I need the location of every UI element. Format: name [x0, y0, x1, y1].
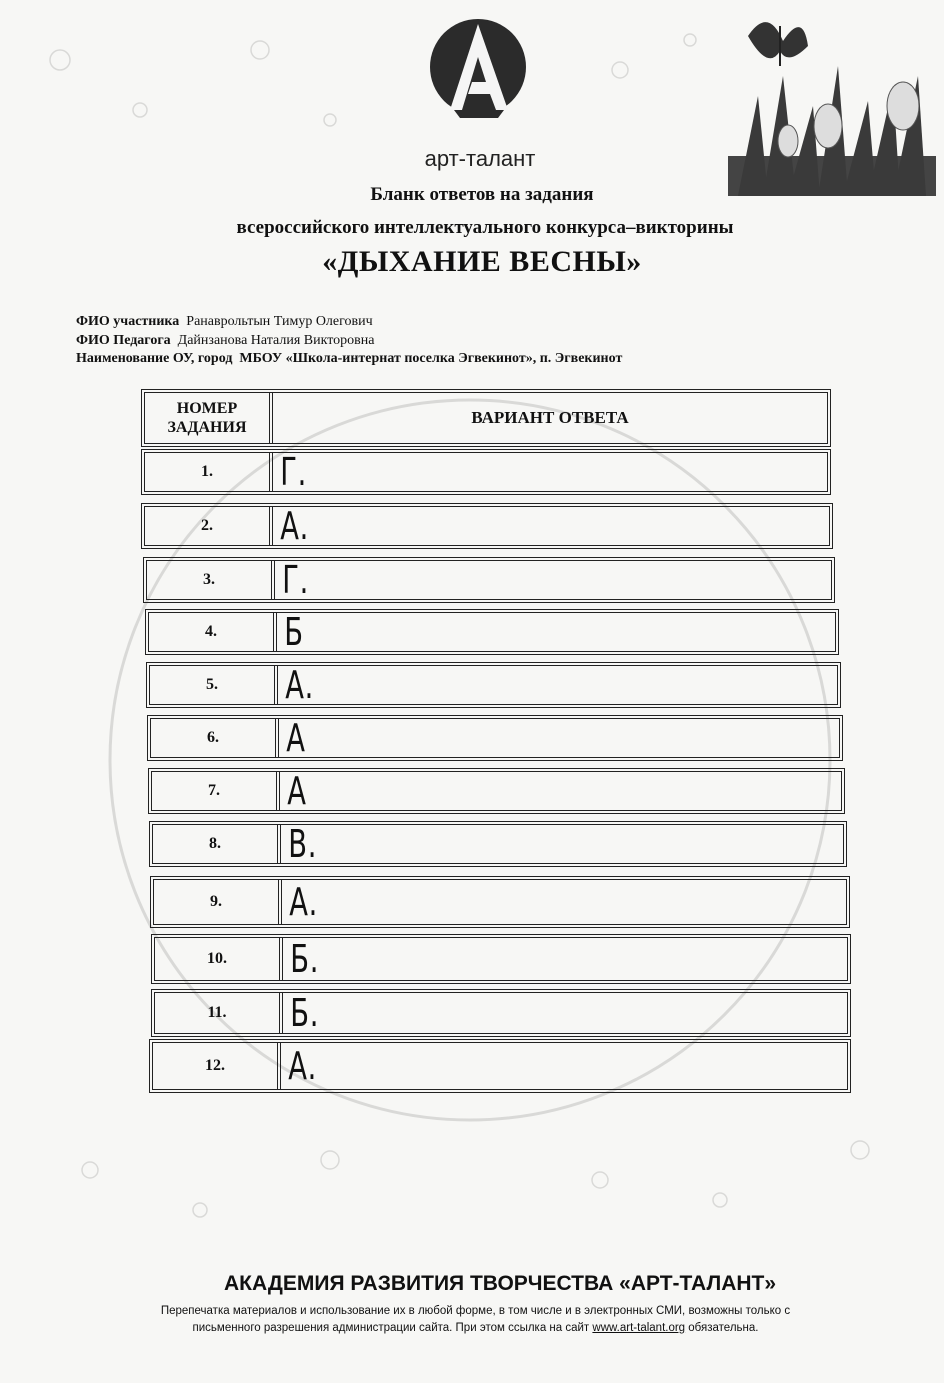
contest-subtitle: всероссийского интеллектуального конкурса–викторины [236, 217, 734, 238]
task-number: 6. [151, 719, 279, 757]
task-number: 9. [154, 880, 282, 924]
answer-cell[interactable]: Г. [282, 558, 310, 602]
school-line [76, 351, 622, 367]
answer-cell[interactable]: Б. [290, 991, 320, 1035]
school-label: Наименование ОУ, город [76, 351, 233, 366]
table-row [147, 715, 843, 761]
answer-cell[interactable]: А [286, 716, 306, 760]
table-row [151, 934, 851, 984]
answer-cell[interactable]: В. [288, 822, 318, 866]
table-row [149, 1039, 851, 1093]
teacher-line [76, 333, 375, 349]
answer-cell[interactable]: Г. [280, 450, 308, 494]
copyright-line1: Перепечатка материалов и использование их в любой форме, в том числе и в электронных СМИ, возможны только с [160, 1305, 791, 1317]
participant-line [76, 314, 373, 330]
contest-name: «ДЫХАНИЕ ВЕСНЫ» [322, 245, 642, 278]
answer-cell[interactable]: А [287, 769, 307, 813]
school-name: МБОУ «Школа-интернат поселка Эгвекинот», п. Эгвекинот [239, 351, 623, 366]
spring-flowers-illustration [728, 6, 936, 196]
task-number: 8. [153, 825, 281, 863]
task-number: 3. [147, 561, 275, 599]
teacher-name: Дайнзанова Наталия Викторовна [177, 333, 375, 348]
header-task-number [145, 393, 273, 443]
header-task-number-line1: НОМЕР [176, 400, 238, 417]
table-row [145, 609, 839, 655]
participant-name: Ранаврольтын Тимур Олегович [186, 314, 373, 329]
answer-cell[interactable]: А. [288, 1044, 318, 1088]
teacher-label: ФИО Педагога [76, 333, 171, 348]
task-number: 11. [155, 993, 283, 1033]
table-header-row [141, 389, 831, 447]
copyright-note [108, 1303, 843, 1337]
academy-title: АКАДЕМИЯ РАЗВИТИЯ ТВОРЧЕСТВА «АРТ-ТАЛАНТ» [223, 1272, 777, 1295]
header-answer-variant: ВАРИАНТ ОТВЕТА [471, 408, 629, 427]
task-number: 1. [145, 453, 273, 491]
table-row [143, 557, 835, 603]
table-row [149, 821, 847, 867]
table-row [146, 662, 841, 708]
answer-cell[interactable]: А. [285, 663, 315, 707]
answer-cell[interactable]: А. [289, 880, 319, 924]
copyright-line2-before: письменного разрешения администрации сайта. При этом ссылка на сайт [192, 1322, 593, 1334]
site-link[interactable]: www.art-talant.org [592, 1322, 686, 1334]
answer-cell[interactable]: А. [280, 504, 310, 548]
art-talant-logo-icon [428, 12, 528, 132]
copyright-line2-after: обязательна. [685, 1322, 759, 1334]
header-task-number-line2: ЗАДАНИЯ [167, 419, 247, 436]
table-row [148, 768, 845, 814]
table-row [141, 449, 831, 495]
table-row [150, 876, 850, 928]
brand-name: арт-талант [424, 146, 536, 171]
task-number: 4. [149, 613, 277, 651]
task-number: 2. [145, 507, 273, 545]
sheet-title: Бланк ответов на задания [370, 184, 594, 205]
task-number: 10. [155, 938, 283, 980]
table-row [151, 989, 851, 1037]
table-row [141, 503, 833, 549]
answer-cell[interactable]: Б [284, 610, 304, 654]
answer-cell[interactable]: Б. [290, 937, 320, 981]
task-number: 5. [150, 666, 278, 704]
task-number: 7. [152, 772, 280, 810]
participant-label: ФИО участника [76, 314, 180, 329]
task-number: 12. [153, 1043, 281, 1089]
